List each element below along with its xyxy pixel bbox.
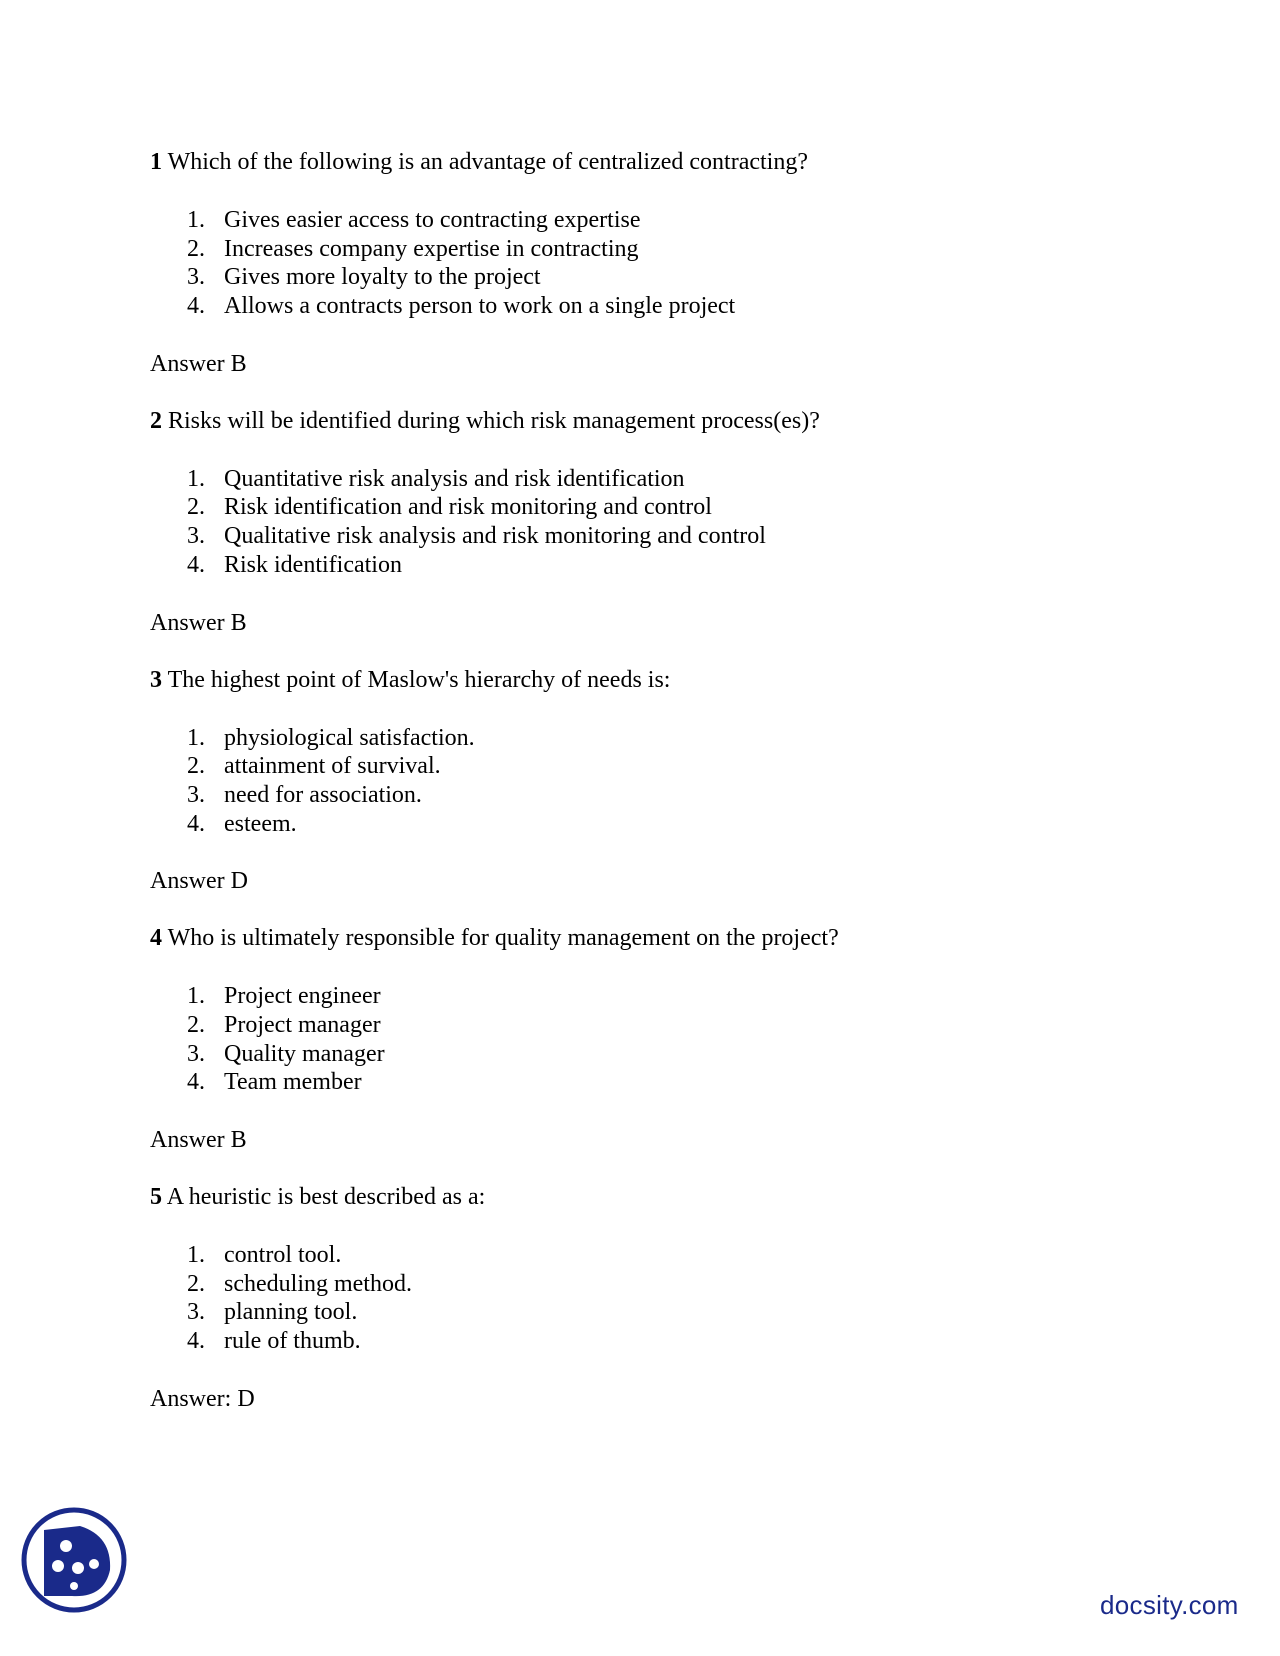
answer-text: Answer D	[150, 868, 248, 895]
option-item	[150, 982, 1150, 1011]
option-item	[150, 1298, 1150, 1327]
docsity-logo-graphic	[20, 1506, 128, 1614]
answer-text: Answer B	[150, 350, 247, 377]
option-number: 1.	[187, 207, 205, 233]
option-text: Risk identification	[224, 551, 402, 578]
option-text: physiological satisfaction.	[224, 724, 475, 751]
option-number: 4.	[187, 551, 205, 578]
question-block	[150, 407, 1150, 637]
option-text: Increases company expertise in contracting	[224, 235, 639, 262]
option-text: Allows a contracts person to work on a single project	[224, 293, 736, 320]
docsity-logo-icon[interactable]	[20, 1506, 128, 1614]
question-block	[150, 666, 1150, 896]
option-item	[150, 292, 1150, 321]
question-prompt: Risks will be identified during which risk management process(es)?	[168, 407, 820, 434]
option-item	[150, 465, 1150, 494]
question-number: 3	[150, 666, 162, 693]
answer-text: Answer B	[150, 609, 247, 636]
option-text: scheduling method.	[224, 1270, 412, 1297]
option-text: control tool.	[224, 1242, 342, 1268]
question-text	[150, 924, 1150, 952]
options-list	[150, 206, 1150, 321]
question-block	[150, 924, 1150, 1154]
option-text: Gives more loyalty to the project	[224, 264, 541, 291]
option-item	[150, 206, 1150, 235]
option-text: Team member	[224, 1069, 362, 1096]
question-number: 2	[150, 407, 162, 434]
option-number: 4.	[187, 293, 205, 320]
option-item	[150, 781, 1150, 810]
option-number: 4.	[187, 810, 205, 837]
option-text: Project engineer	[224, 983, 381, 1010]
option-text: need for association.	[224, 781, 422, 808]
option-text: esteem.	[224, 810, 297, 837]
option-text: attainment of survival.	[224, 753, 441, 780]
option-number: 2.	[187, 1011, 205, 1038]
option-item	[150, 810, 1150, 839]
option-text: planning tool.	[224, 1299, 358, 1326]
question-number: 1	[150, 149, 162, 175]
option-number: 3.	[187, 523, 205, 550]
question-text	[150, 148, 1150, 176]
question-text	[150, 1183, 1150, 1211]
question-prompt: The highest point of Maslow's hierarchy of needs is:	[167, 666, 671, 693]
option-text: Quality manager	[224, 1040, 385, 1067]
question-text	[150, 666, 1150, 694]
option-text: Quantitative risk analysis and risk identification	[224, 465, 685, 492]
answer-text: Answer B	[150, 1127, 247, 1153]
option-item	[150, 493, 1150, 522]
option-number: 2.	[187, 1270, 205, 1297]
options-list	[150, 982, 1150, 1097]
option-item	[150, 724, 1150, 753]
question-prompt: Who is ultimately responsible for quality management on the project?	[167, 925, 839, 952]
option-item	[150, 1068, 1150, 1097]
option-number: 4.	[187, 1328, 205, 1355]
option-number: 1.	[187, 983, 205, 1010]
options-list	[150, 724, 1150, 839]
option-item	[150, 1327, 1150, 1356]
option-number: 4.	[187, 1069, 205, 1096]
options-list	[150, 465, 1150, 580]
brand-link[interactable]: docsity.com	[1100, 1590, 1239, 1620]
option-text: Gives easier access to contracting expertise	[224, 207, 641, 233]
option-text: rule of thumb.	[224, 1328, 361, 1355]
option-number: 1.	[187, 465, 205, 492]
question-prompt: A heuristic is best described as a:	[166, 1184, 486, 1210]
option-number: 3.	[187, 1299, 205, 1326]
option-item	[150, 752, 1150, 781]
option-number: 3.	[187, 1040, 205, 1067]
question-prompt: Which of the following is an advantage of centralized contracting?	[167, 149, 808, 175]
question-number: 4	[150, 925, 162, 952]
question-block	[150, 1183, 1150, 1413]
option-item	[150, 1011, 1150, 1040]
option-text: Risk identification and risk monitoring and control	[224, 494, 712, 521]
option-number: 1.	[187, 724, 205, 751]
option-text: Qualitative risk analysis and risk monitoring and control	[224, 523, 766, 550]
option-number: 2.	[187, 235, 205, 262]
option-item	[150, 522, 1150, 551]
option-item	[150, 263, 1150, 292]
option-text: Project manager	[224, 1011, 381, 1038]
option-item	[150, 551, 1150, 580]
option-number: 1.	[187, 1242, 205, 1268]
option-item	[150, 235, 1150, 264]
question-text	[150, 407, 1150, 435]
option-number: 2.	[187, 494, 205, 521]
option-item	[150, 1040, 1150, 1069]
question-number: 5	[150, 1184, 162, 1210]
option-number: 3.	[187, 264, 205, 291]
question-block	[150, 148, 1150, 378]
option-number: 3.	[187, 781, 205, 808]
option-number: 2.	[187, 753, 205, 780]
option-item	[150, 1241, 1150, 1270]
document-body	[150, 148, 1150, 1442]
answer-text: Answer: D	[150, 1385, 255, 1412]
options-list	[150, 1241, 1150, 1356]
option-item	[150, 1270, 1150, 1299]
